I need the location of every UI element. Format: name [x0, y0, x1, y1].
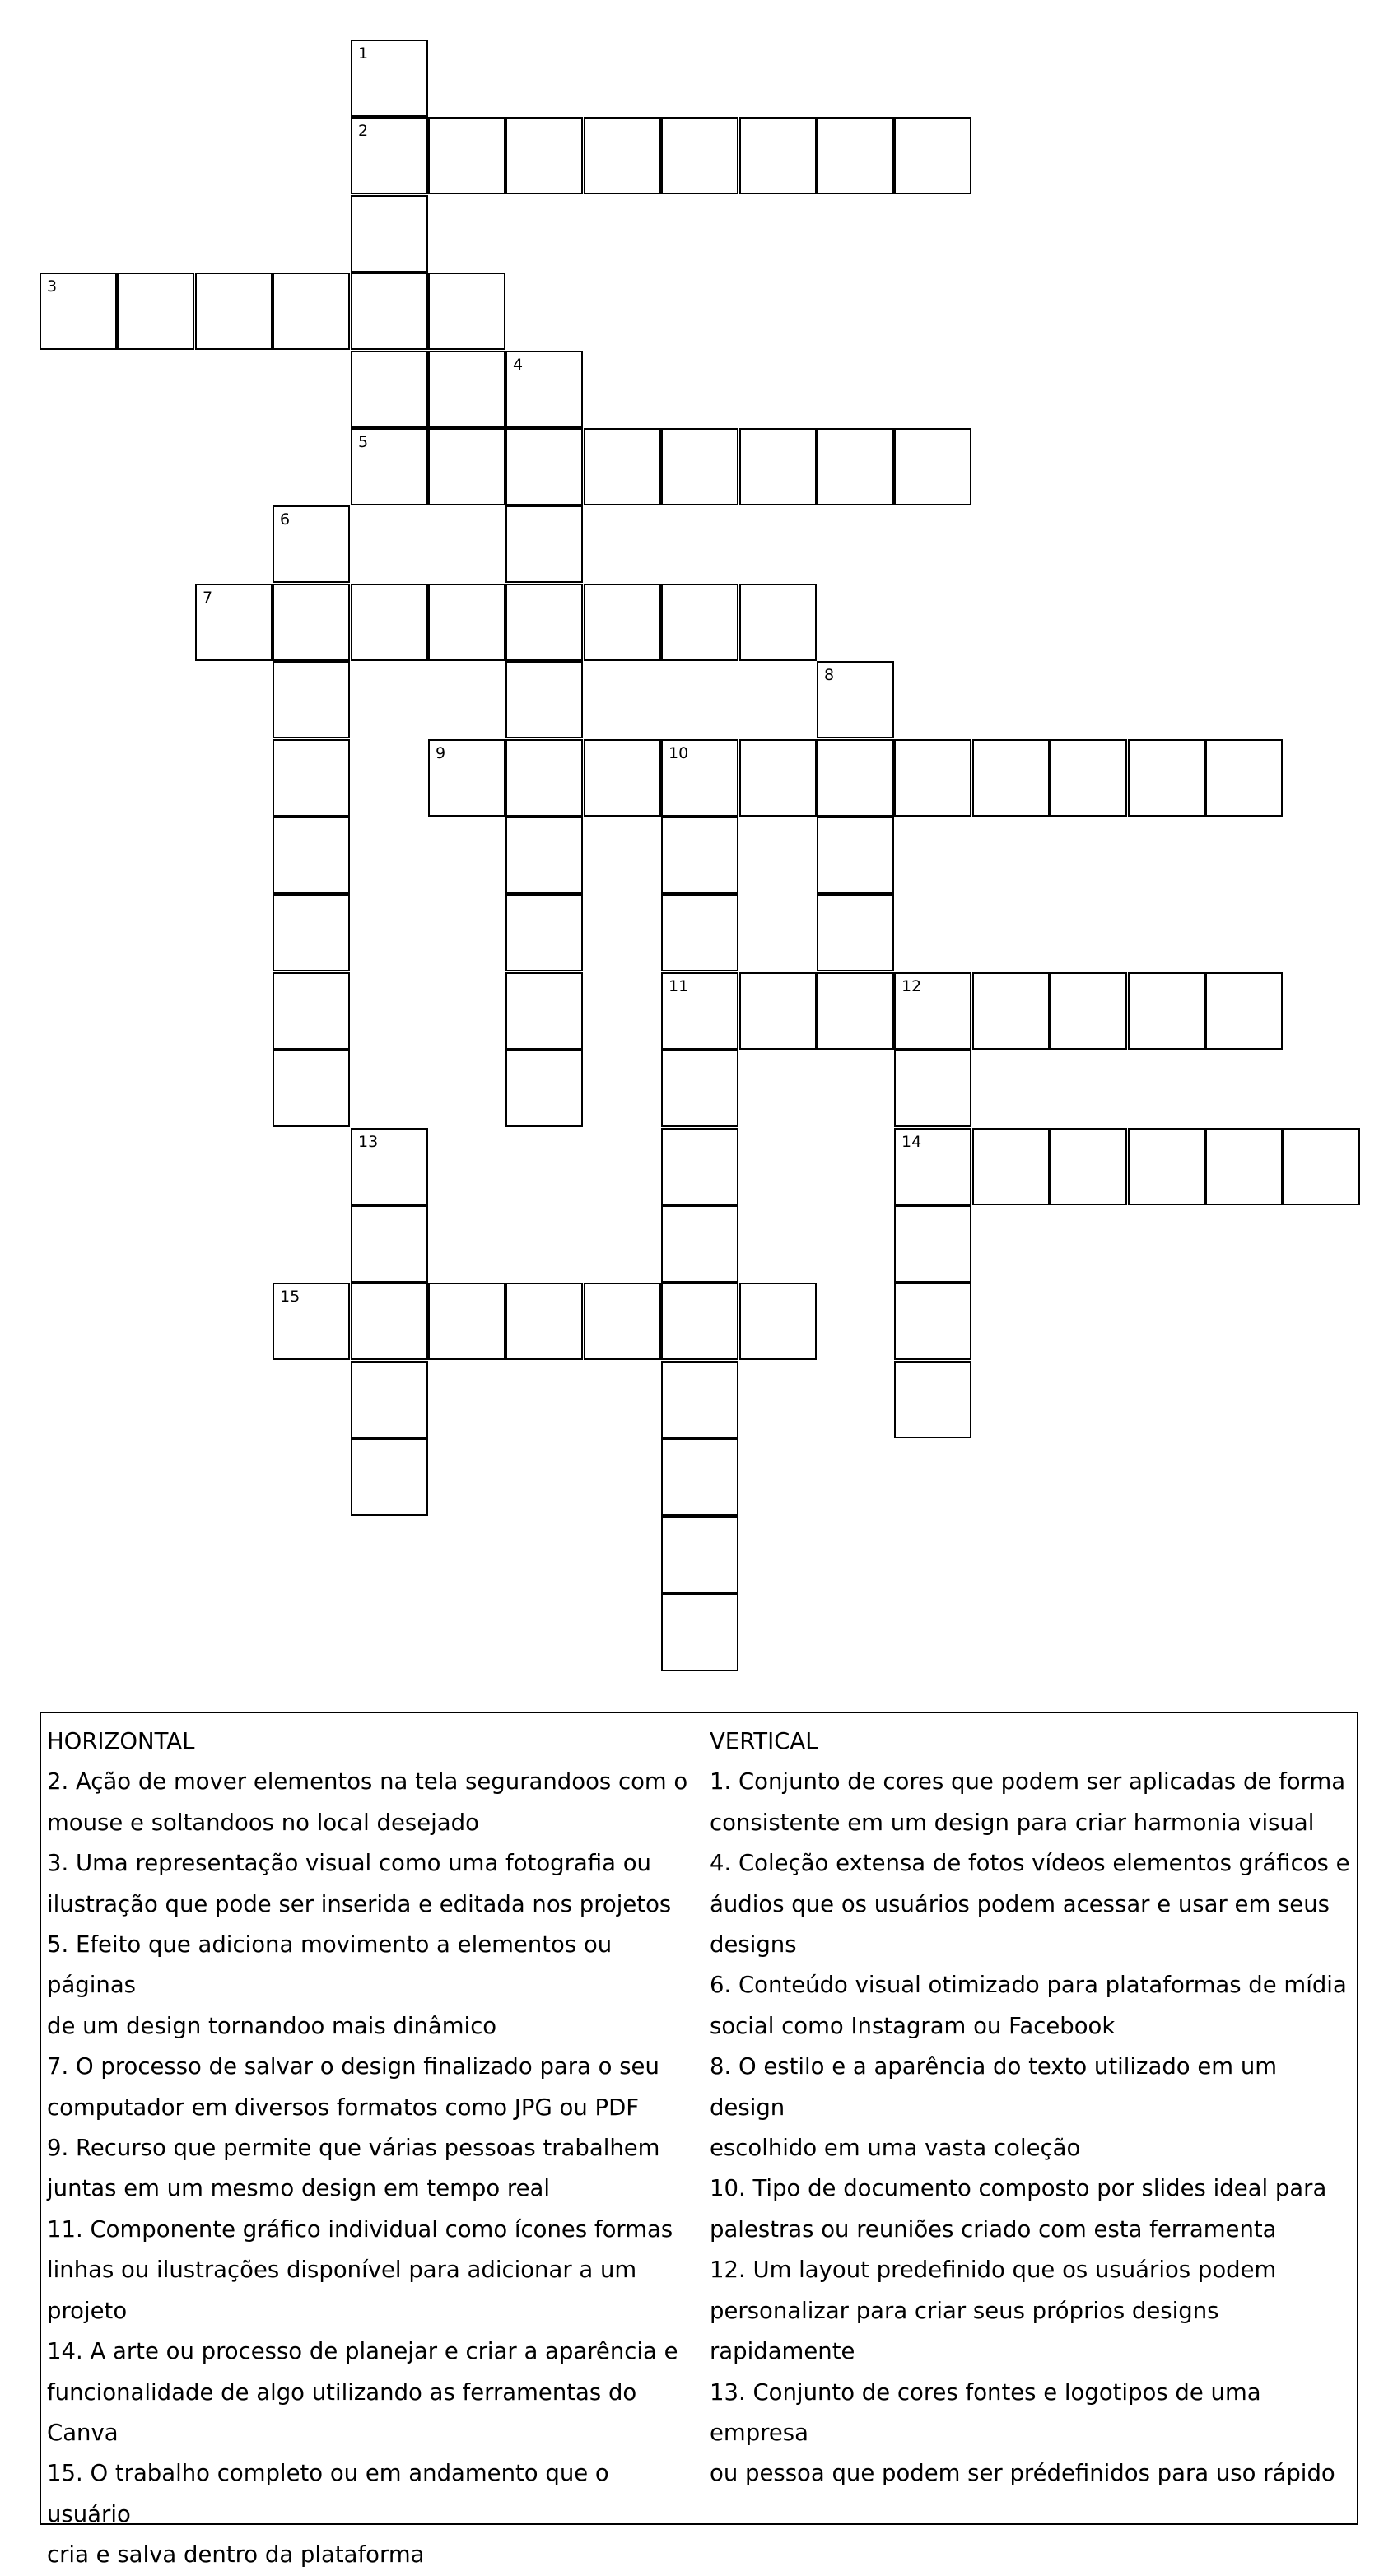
grid-cell[interactable] — [1283, 1128, 1360, 1205]
grid-cell[interactable] — [739, 1283, 817, 1360]
grid-cell[interactable] — [428, 584, 505, 661]
grid-cell[interactable] — [273, 894, 350, 971]
grid-cell-12[interactable] — [894, 972, 971, 1050]
clue-line: designs — [710, 1931, 797, 1959]
grid-cell[interactable] — [505, 972, 583, 1050]
clue-line: 1. Conjunto de cores que podem ser aplicadas de forma — [710, 1768, 1346, 1796]
grid-cell[interactable] — [505, 584, 583, 661]
grid-cell[interactable] — [273, 972, 350, 1050]
clue-line: ilustração que pode ser inserida e editada nos projetos — [47, 1890, 672, 1917]
clue-line: cria e salva dentro da plataforma — [47, 2541, 425, 2569]
grid-cell[interactable] — [428, 117, 505, 194]
clue-line: áudios que os usuários podem acessar e usar em seus — [710, 1890, 1330, 1917]
grid-cell[interactable] — [661, 817, 738, 894]
grid-cell[interactable] — [273, 1050, 350, 1127]
grid-cell[interactable] — [739, 739, 817, 817]
grid-cell-8[interactable] — [817, 661, 894, 738]
clue-number: 1 — [358, 44, 369, 63]
grid-cell[interactable] — [1128, 1128, 1205, 1205]
grid-cell[interactable] — [1050, 972, 1127, 1050]
grid-cell[interactable] — [817, 117, 894, 194]
clue-number: 2 — [358, 122, 369, 140]
grid-cell[interactable] — [273, 584, 350, 661]
grid-cell[interactable] — [584, 428, 661, 505]
grid-cell[interactable] — [273, 273, 350, 350]
grid-cell[interactable] — [739, 428, 817, 505]
grid-cell[interactable] — [1050, 1128, 1127, 1205]
grid-cell[interactable] — [661, 1594, 738, 1671]
grid-cell[interactable] — [428, 1283, 505, 1360]
grid-cell[interactable] — [894, 428, 971, 505]
vertical-clues — [710, 1721, 1352, 2494]
grid-cell[interactable] — [894, 1050, 971, 1127]
clue-line: 5. Efeito que adiciona movimento a elementos ou páginas — [47, 1931, 613, 1999]
grid-cell[interactable] — [894, 1205, 971, 1283]
grid-cell[interactable] — [1050, 739, 1127, 817]
grid-cell[interactable] — [505, 505, 583, 583]
grid-cell[interactable] — [351, 351, 428, 428]
horizontal-clues — [47, 1721, 689, 2576]
clue-line: 7. O processo de salvar o design finalizado para o seu — [47, 2053, 659, 2080]
clue-number: 13 — [358, 1133, 379, 1151]
grid-cell[interactable] — [894, 1361, 971, 1438]
grid-cell-6[interactable] — [273, 505, 350, 583]
grid-cell[interactable] — [817, 894, 894, 971]
clue-number: 4 — [513, 356, 524, 374]
clue-line: ou pessoa que podem ser prédefinidos para uso rápido — [710, 2460, 1335, 2487]
grid-cell[interactable] — [1205, 739, 1283, 817]
horizontal-heading: HORIZONTAL — [47, 1728, 195, 1754]
clue-line: 14. A arte ou processo de planejar e criar a aparência e — [47, 2338, 678, 2365]
clue-number: 11 — [669, 977, 689, 995]
clue-line: personalizar para criar seus próprios designs — [710, 2297, 1219, 2324]
grid-cell-9[interactable] — [428, 739, 505, 817]
grid-cell[interactable] — [273, 661, 350, 738]
grid-cell[interactable] — [428, 273, 505, 350]
grid-cell-14[interactable] — [894, 1128, 971, 1205]
clue-number: 8 — [824, 666, 835, 684]
grid-cell[interactable] — [661, 1205, 738, 1283]
grid-cell[interactable] — [505, 1050, 583, 1127]
grid-cell[interactable] — [117, 273, 194, 350]
grid-cell[interactable] — [505, 117, 583, 194]
grid-cell-7[interactable] — [195, 584, 273, 661]
clue-number: 12 — [901, 977, 922, 995]
grid-cell[interactable] — [351, 1283, 428, 1360]
grid-cell[interactable] — [351, 1438, 428, 1516]
grid-cell[interactable] — [661, 1361, 738, 1438]
grid-cell[interactable] — [817, 972, 894, 1050]
grid-cell-5[interactable] — [351, 428, 428, 505]
clue-line: computador em diversos formatos como JPG ou PDF — [47, 2094, 640, 2121]
grid-cell[interactable] — [972, 1128, 1050, 1205]
clue-number: 7 — [203, 589, 213, 607]
grid-cell[interactable] — [817, 428, 894, 505]
clue-number: 10 — [669, 744, 689, 762]
clue-line: 3. Uma representação visual como uma fotografia ou — [47, 1850, 651, 1877]
clue-number: 9 — [436, 744, 446, 762]
grid-cell[interactable] — [351, 195, 428, 273]
grid-cell[interactable] — [428, 351, 505, 428]
clue-line: 15. O trabalho completo ou em andamento que o usuário — [47, 2460, 609, 2527]
grid-cell[interactable] — [661, 1516, 738, 1594]
grid-cell[interactable] — [739, 972, 817, 1050]
clue-number: 5 — [358, 433, 369, 451]
clue-line: 12. Um layout predefinido que os usuários podem — [710, 2257, 1277, 2284]
clue-line: palestras ou reuniões criado com esta ferramenta — [710, 2215, 1277, 2243]
grid-cell[interactable] — [351, 273, 428, 350]
grid-cell[interactable] — [584, 117, 661, 194]
grid-cell[interactable] — [505, 1283, 583, 1360]
clue-line: mouse e soltandoos no local desejado — [47, 1809, 479, 1836]
grid-cell[interactable] — [972, 972, 1050, 1050]
grid-cell[interactable] — [1128, 972, 1205, 1050]
grid-cell[interactable] — [661, 1050, 738, 1127]
grid-cell[interactable] — [661, 117, 738, 194]
clue-line: 6. Conteúdo visual otimizado para plataformas de mídia — [710, 1972, 1347, 1999]
clue-line: social como Instagram ou Facebook — [710, 2012, 1116, 2039]
clue-line: linhas ou ilustrações disponível para adicionar a um — [47, 2257, 637, 2284]
clue-line: 9. Recurso que permite que várias pessoas trabalhem — [47, 2135, 660, 2162]
grid-cell[interactable] — [1205, 1128, 1283, 1205]
clue-line: consistente em um design para criar harmonia visual — [710, 1809, 1315, 1836]
grid-cell-2[interactable] — [351, 117, 428, 194]
grid-cell[interactable] — [817, 817, 894, 894]
clue-line: 11. Componente gráfico individual como ícones formas — [47, 2215, 673, 2243]
grid-cell[interactable] — [739, 584, 817, 661]
clue-line: 13. Conjunto de cores fontes e logotipos de uma empresa — [710, 2378, 1261, 2446]
grid-cell[interactable] — [661, 894, 738, 971]
grid-cell[interactable] — [505, 894, 583, 971]
clue-number: 15 — [280, 1288, 300, 1306]
grid-cell-10[interactable] — [661, 739, 738, 817]
grid-cell[interactable] — [1128, 739, 1205, 817]
grid-cell[interactable] — [817, 739, 894, 817]
clue-line: 10. Tipo de documento composto por slides ideal para — [710, 2175, 1327, 2202]
clue-number: 14 — [901, 1133, 922, 1151]
grid-cell[interactable] — [195, 273, 273, 350]
grid-cell-11[interactable] — [661, 972, 738, 1050]
grid-cell[interactable] — [739, 117, 817, 194]
grid-cell[interactable] — [351, 1205, 428, 1283]
grid-cell-1[interactable] — [351, 40, 428, 117]
grid-cell[interactable] — [584, 739, 661, 817]
grid-cell[interactable] — [661, 1128, 738, 1205]
grid-cell[interactable] — [894, 1283, 971, 1360]
grid-cell[interactable] — [273, 817, 350, 894]
grid-cell[interactable] — [661, 428, 738, 505]
grid-cell[interactable] — [584, 1283, 661, 1360]
grid-cell[interactable] — [584, 584, 661, 661]
grid-cell[interactable] — [505, 661, 583, 738]
grid-cell[interactable] — [894, 739, 971, 817]
grid-cell-3[interactable] — [40, 273, 117, 350]
grid-cell-15[interactable] — [273, 1283, 350, 1360]
clue-line: 4. Coleção extensa de fotos vídeos elementos gráficos e — [710, 1850, 1350, 1877]
clue-line: 8. O estilo e a aparência do texto utilizado em um design — [710, 2053, 1278, 2121]
grid-cell[interactable] — [1205, 972, 1283, 1050]
grid-cell[interactable] — [351, 1361, 428, 1438]
grid-cell[interactable] — [661, 1438, 738, 1516]
clue-line: escolhido em uma vasta coleção — [710, 2135, 1081, 2162]
grid-cell[interactable] — [661, 584, 738, 661]
grid-cell-13[interactable] — [351, 1128, 428, 1205]
clue-line: 2. Ação de mover elementos na tela segurandoos com o — [47, 1768, 688, 1796]
grid-cell[interactable] — [661, 1283, 738, 1360]
clues-box — [40, 1712, 1358, 2569]
grid-cell[interactable] — [972, 739, 1050, 817]
grid-cell[interactable] — [505, 739, 583, 817]
grid-cell[interactable] — [505, 428, 583, 505]
grid-cell[interactable] — [894, 117, 971, 194]
clue-line: projeto — [47, 2297, 128, 2324]
clue-number: 3 — [47, 277, 58, 296]
clue-number: 6 — [280, 510, 291, 529]
grid-cell[interactable] — [428, 428, 505, 505]
grid-cell[interactable] — [505, 817, 583, 894]
grid-cell-4[interactable] — [505, 351, 583, 428]
clue-line: Canva — [47, 2419, 119, 2446]
clue-line: de um design tornandoo mais dinâmico — [47, 2012, 497, 2039]
vertical-heading: VERTICAL — [710, 1728, 818, 1754]
clue-line: funcionalidade de algo utilizando as ferramentas do — [47, 2378, 637, 2406]
clue-line: rapidamente — [710, 2338, 855, 2365]
clue-line: juntas em um mesmo design em tempo real — [47, 2175, 551, 2202]
grid-cell[interactable] — [273, 739, 350, 817]
grid-cell[interactable] — [351, 584, 428, 661]
